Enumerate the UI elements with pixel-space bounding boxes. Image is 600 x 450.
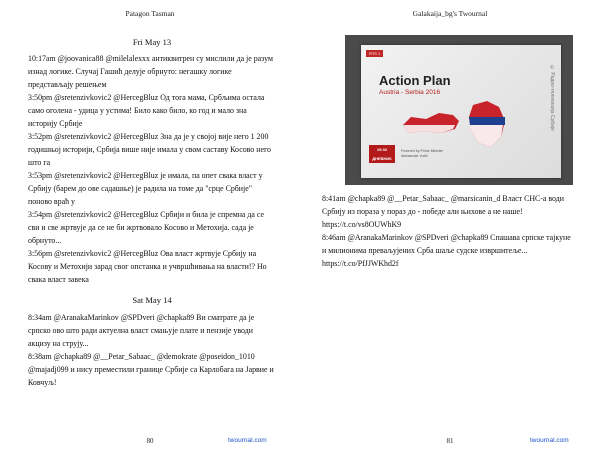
cover-title: Action Plan xyxy=(379,73,451,88)
site-link[interactable]: twournal.com xyxy=(530,437,569,444)
day-heading-fri: Fri May 13 xyxy=(132,37,172,47)
tweet-entry: 3:56pm @sretenzivkovic2 @HercegBluz Ова власт жртвује Србију на Косову и Метохији зарад свог опстанка и учвршћивања на власти!? Но свака власт завека xyxy=(28,249,267,284)
cover-byline xyxy=(401,149,461,159)
badge-time: 19:32 xyxy=(376,147,388,152)
serbia-stripe-white xyxy=(470,125,503,147)
tweet-entry: 3:53pm @sretenzivkovic2 @HercegBluz је имала, па опет свака власт у Србију (барем до ове садашње) је радила на томе да "срце Србије" поново враћ у xyxy=(28,171,263,206)
page-number: 80 xyxy=(146,437,154,445)
channel-tag: RTS 1 xyxy=(366,50,383,57)
watermark-side-text: © Радио-телевизија Србије xyxy=(549,65,555,131)
austria-stripe xyxy=(403,125,455,133)
left-page-header: Patagon Tasman xyxy=(125,9,175,18)
tweet-entry: 3:50pm @sretenzivkovic2 @HercegBluz Од тога мама, Србљима остала само оголена - удица у устима! Било како било, ко год и мало зна историју Србије xyxy=(28,93,265,128)
byline-line-1: Powered by Prime Minister xyxy=(401,149,443,153)
byline-line-2: Aleksandar Vučić xyxy=(401,154,428,158)
day-heading-sat: Sat May 14 xyxy=(132,295,172,305)
tweet-entry: 10:17am @joovanica88 @milelalexxx антиквитрен су мислили да је разум изнад логике. Случај Гашић делује обрнуто: негашку логике представљају решењем xyxy=(28,54,273,89)
site-link[interactable]: twournal.com xyxy=(228,437,267,444)
austria-serbia-map-graphic xyxy=(401,97,511,152)
tweet-entry: 3:52pm @sretenzivkovic2 @HercegBluz Зна да је у својој вије него 1 200 годишњој историји, Србија више није имала у свом саставу Косово него што га xyxy=(28,132,271,167)
tweet-entry: 8:34am @AranakaMarinkov @SPDveri @chapka89 Ви сматрате да је српско ово што ради актуелна власт смањује плате и пензије уводи акцизу на струју... xyxy=(28,313,255,348)
badge-label: ДНЕВНИК xyxy=(372,156,392,161)
tweet-image[interactable] xyxy=(345,35,573,185)
action-plan-cover xyxy=(361,45,561,178)
serbia-stripe-blue xyxy=(469,117,505,125)
right-page-content xyxy=(322,192,572,270)
left-page-content xyxy=(28,36,276,389)
tweet-entry: 3:54pm @sretenzivkovic2 @HercegBluz Србији и била је спремна да се сви и све жртвује да се не би жртвовало Косово и Метохија. сада је обрнуто... xyxy=(28,210,264,245)
cover-subtitle: Austria - Serbia 2016 xyxy=(379,89,441,96)
tweet-entry: 8:41am @chapka89 @__Petar_Sabaac_ @marsicanin_d Власт СНС-а води Србију из пораза у пораз до - победе али њихове а не наше! https://t.co/vs8OUWhK9 xyxy=(322,194,565,229)
page-number: 81 xyxy=(446,437,454,445)
dnevnik-badge xyxy=(369,145,395,163)
tweet-entry: 8:46am @AranakaMarinkov @SPDveri @chapka89 Спашава српске тајкуне и милионима преваљујених Срба шаље судске извршитеље... https://t.co/PfJJWKhd2f xyxy=(322,233,571,268)
right-page-header: Galakaija_bg's Twournal xyxy=(412,9,488,18)
tweet-entry: 8:38am @chapka89 @__Petar_Sabaac_ @demokrate @poseidon_1010 @majadj099 и нису преместили границе Србије са Карлобага на Јарвие и Ковчуљ! xyxy=(28,352,274,387)
